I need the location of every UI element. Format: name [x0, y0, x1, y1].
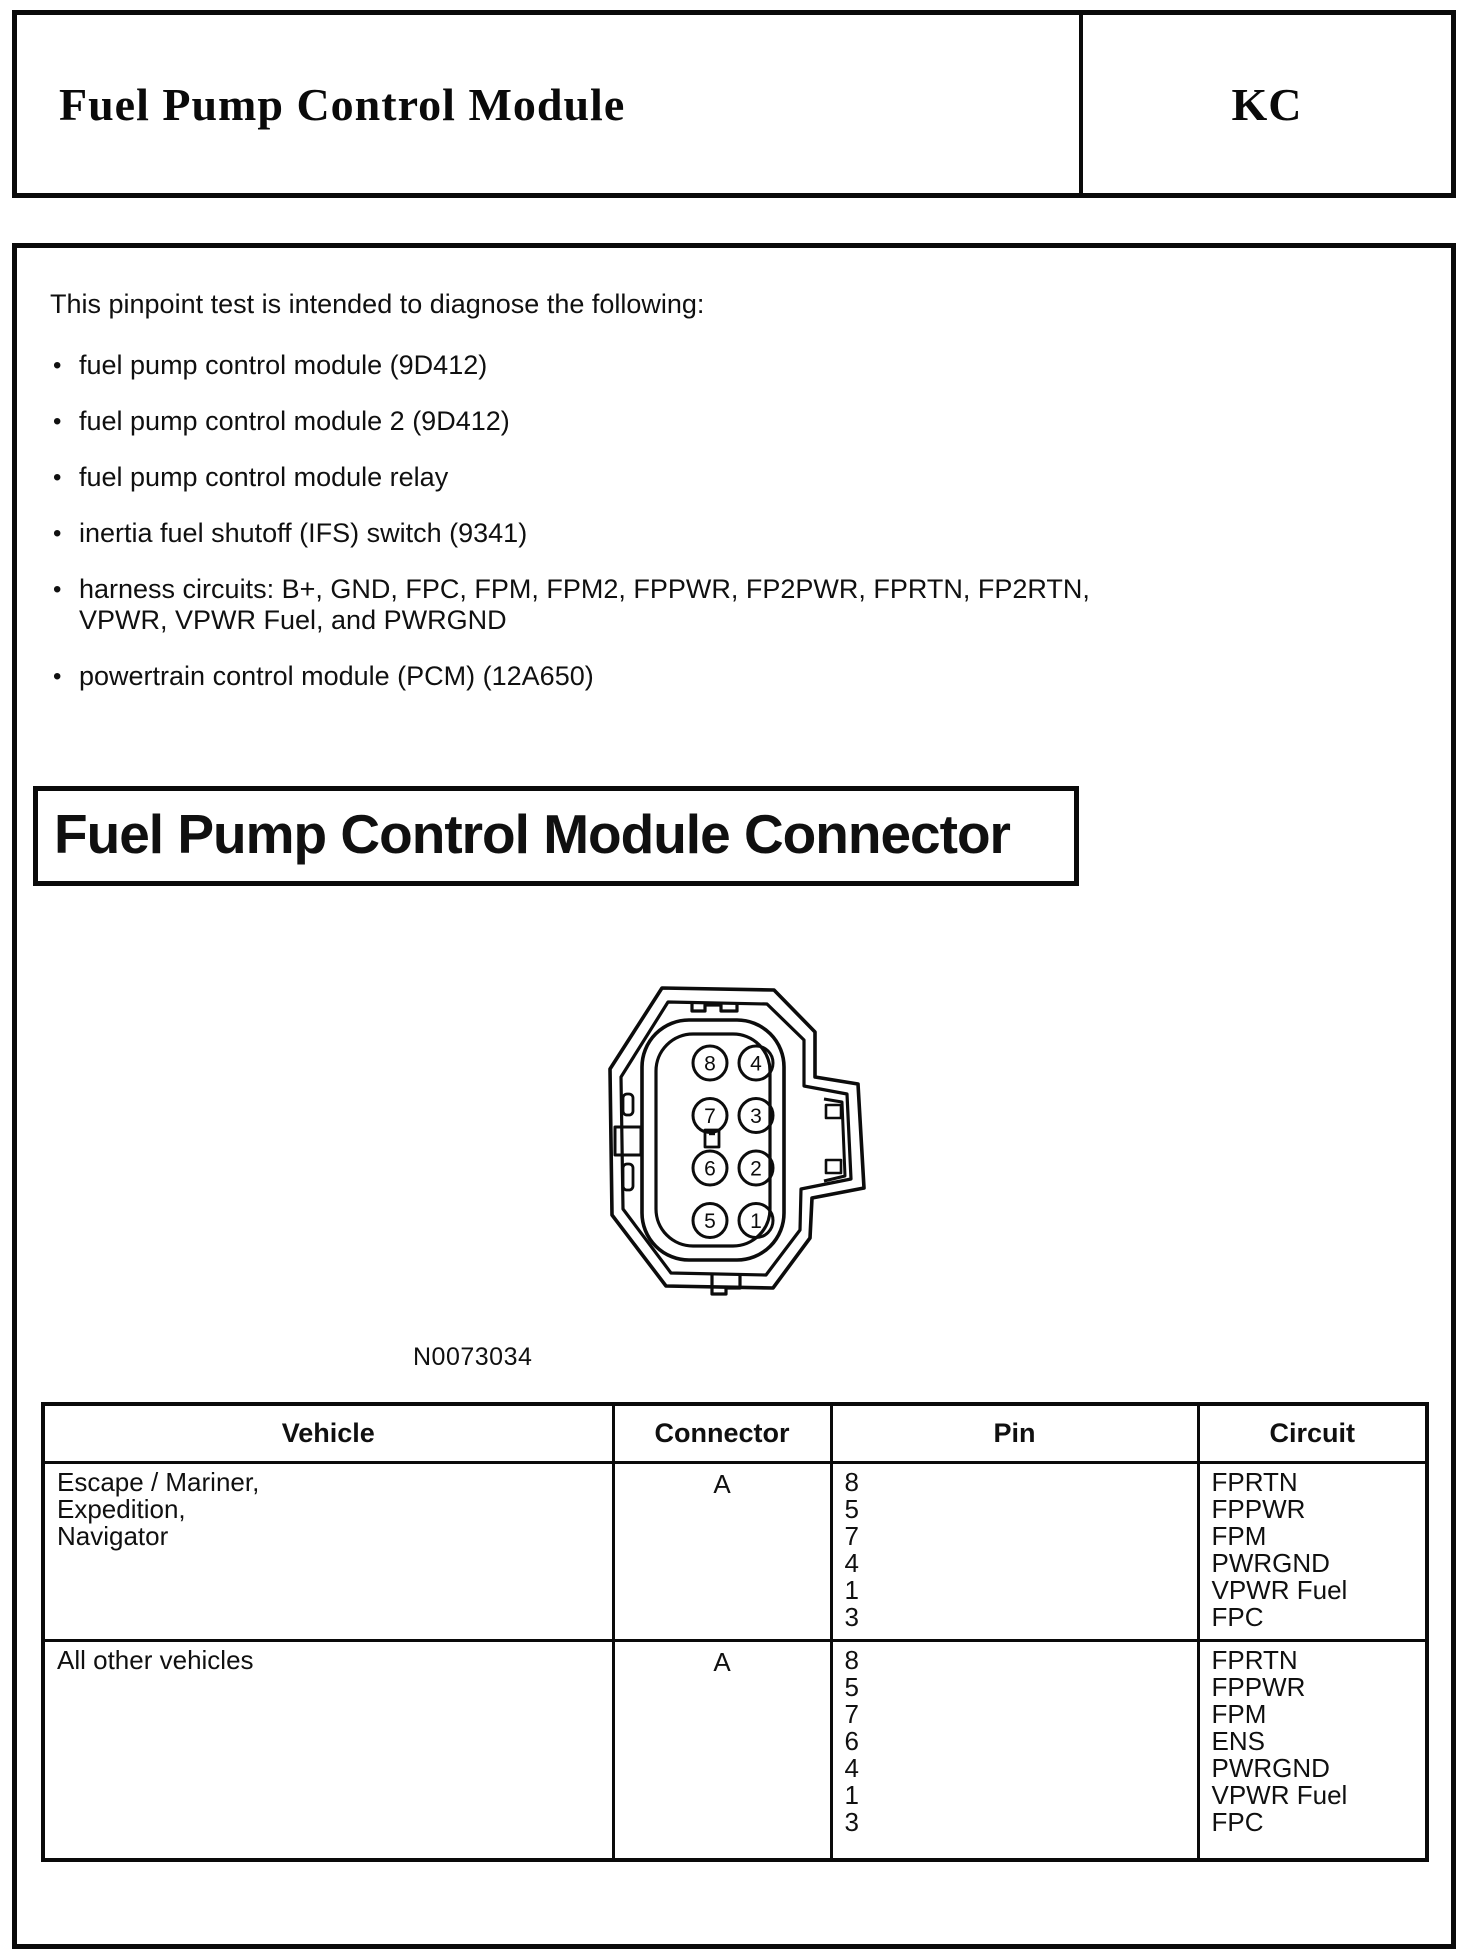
cell-circuit	[1198, 1462, 1427, 1640]
connector-figure	[562, 958, 908, 1315]
circuit-value: FPC	[1211, 1806, 1264, 1837]
pin-3	[739, 1099, 773, 1133]
pin-value: 3	[844, 1806, 859, 1837]
pin-number-label: 4	[750, 1052, 762, 1076]
circuit-value: PWRGND	[1211, 1752, 1330, 1783]
pin-value: 4	[844, 1752, 859, 1783]
pin-value: 7	[844, 1698, 859, 1729]
column-header-vehicle: Vehicle	[43, 1404, 613, 1462]
list-item-text: powertrain control module (PCM) (12A650)	[79, 661, 594, 691]
cell-connector: A	[613, 1462, 831, 1640]
pin-value: 1	[844, 1574, 859, 1605]
pin-number-label: 6	[704, 1157, 716, 1181]
cell-vehicle	[43, 1462, 613, 1640]
vehicle-line: All other vehicles	[57, 1644, 254, 1675]
table-row	[43, 1640, 1427, 1860]
pin-value: 5	[844, 1493, 859, 1524]
bullet-dot: •	[53, 464, 62, 491]
bullet-dot: •	[53, 663, 62, 690]
circuit-value: FPRTN	[1211, 1466, 1298, 1497]
connector-diagram-svg	[562, 958, 908, 1310]
pin-number-label: 3	[750, 1105, 762, 1128]
pin-value: 7	[844, 1520, 859, 1551]
pin-number-label: 1	[750, 1210, 762, 1233]
bullet-dot: •	[53, 520, 62, 547]
column-header-pin: Pin	[831, 1404, 1198, 1462]
list-item-text: inertia fuel shutoff (IFS) switch (9341)	[79, 518, 528, 548]
code-cell	[1083, 15, 1451, 193]
lock-tab-notch-bottom	[826, 1160, 841, 1173]
pin-number-label: 5	[704, 1210, 716, 1233]
circuit-value: ENS	[1211, 1725, 1265, 1756]
pin-8	[693, 1046, 727, 1080]
circuit-value: PWRGND	[1211, 1547, 1330, 1578]
list-item	[53, 661, 1128, 692]
list-item	[53, 574, 1128, 636]
section-heading-text: Fuel Pump Control Module Connector	[54, 803, 1010, 865]
pin-number-label: 8	[704, 1052, 716, 1076]
circuit-value: FPM	[1211, 1698, 1267, 1729]
pin-value: 1	[844, 1779, 859, 1810]
pin-value: 4	[844, 1547, 859, 1578]
intro-text: This pinpoint test is intended to diagnose the following:	[50, 289, 705, 319]
list-item-text: fuel pump control module 2 (9D412)	[79, 406, 510, 436]
pin-5	[693, 1204, 727, 1238]
list-item-text: fuel pump control module relay	[79, 462, 449, 492]
circuit-value: FPPWR	[1211, 1671, 1306, 1702]
section-heading-box	[33, 786, 1079, 886]
pin-7	[693, 1099, 727, 1133]
cell-pin	[831, 1462, 1198, 1640]
pin-6	[693, 1151, 727, 1185]
lock-tab-notch-top	[826, 1105, 841, 1118]
bullet-dot: •	[53, 408, 62, 435]
list-item-text: fuel pump control module (9D412)	[79, 350, 488, 380]
circuit-value: FPPWR	[1211, 1493, 1306, 1524]
cell-vehicle	[43, 1640, 613, 1860]
pin-table	[41, 1402, 1429, 1862]
circuit-value: VPWR Fuel	[1211, 1779, 1348, 1810]
pin-number-label: 7	[704, 1105, 716, 1128]
left-slot-top	[623, 1094, 633, 1115]
vehicle-line: Navigator	[57, 1520, 169, 1551]
column-header-connector: Connector	[613, 1404, 831, 1462]
pin-value: 8	[844, 1466, 859, 1497]
pin-value: 6	[844, 1725, 859, 1756]
circuit-value: FPM	[1211, 1520, 1267, 1551]
cell-connector: A	[613, 1640, 831, 1860]
circuit-value: VPWR Fuel	[1211, 1574, 1348, 1605]
cell-pin	[831, 1640, 1198, 1860]
page-title: Fuel Pump Control Module	[59, 78, 626, 130]
list-item	[53, 350, 1128, 381]
list-item	[53, 462, 1128, 493]
figure-id-label: N0073034	[413, 1343, 533, 1371]
pin-value: 8	[844, 1644, 859, 1675]
diagnosis-list	[53, 350, 1451, 692]
left-window	[615, 1127, 641, 1155]
title-cell	[17, 15, 1083, 193]
pin-2	[739, 1151, 773, 1185]
pin-table-header-row	[43, 1404, 1427, 1462]
bullet-dot: •	[53, 352, 62, 379]
content-panel	[12, 243, 1456, 1949]
list-item	[53, 406, 1128, 437]
column-header-circuit: Circuit	[1198, 1404, 1427, 1462]
vehicle-line: Expedition,	[57, 1493, 186, 1524]
pin-table-body	[43, 1462, 1427, 1860]
pin-value: 3	[844, 1601, 859, 1632]
circuit-value: FPC	[1211, 1601, 1264, 1632]
section-code: KC	[1231, 78, 1303, 130]
list-item-text: harness circuits: B+, GND, FPC, FPM, FPM2, FPPWR, FP2PWR, FPRTN, FP2RTN, VPWR, VPWR Fuel, and PWRGND	[79, 574, 1090, 635]
table-row	[43, 1462, 1427, 1640]
circuit-value: FPRTN	[1211, 1644, 1298, 1675]
vehicle-line: Escape / Mariner,	[57, 1466, 260, 1497]
connector-bottom-tab	[712, 1274, 740, 1294]
bullet-dot: •	[53, 576, 62, 603]
title-bar	[12, 10, 1456, 198]
cell-circuit	[1198, 1640, 1427, 1860]
pin-number-label: 2	[750, 1157, 762, 1181]
list-item	[53, 518, 1128, 549]
left-slot-bottom	[623, 1164, 633, 1190]
pin-value: 5	[844, 1671, 859, 1702]
